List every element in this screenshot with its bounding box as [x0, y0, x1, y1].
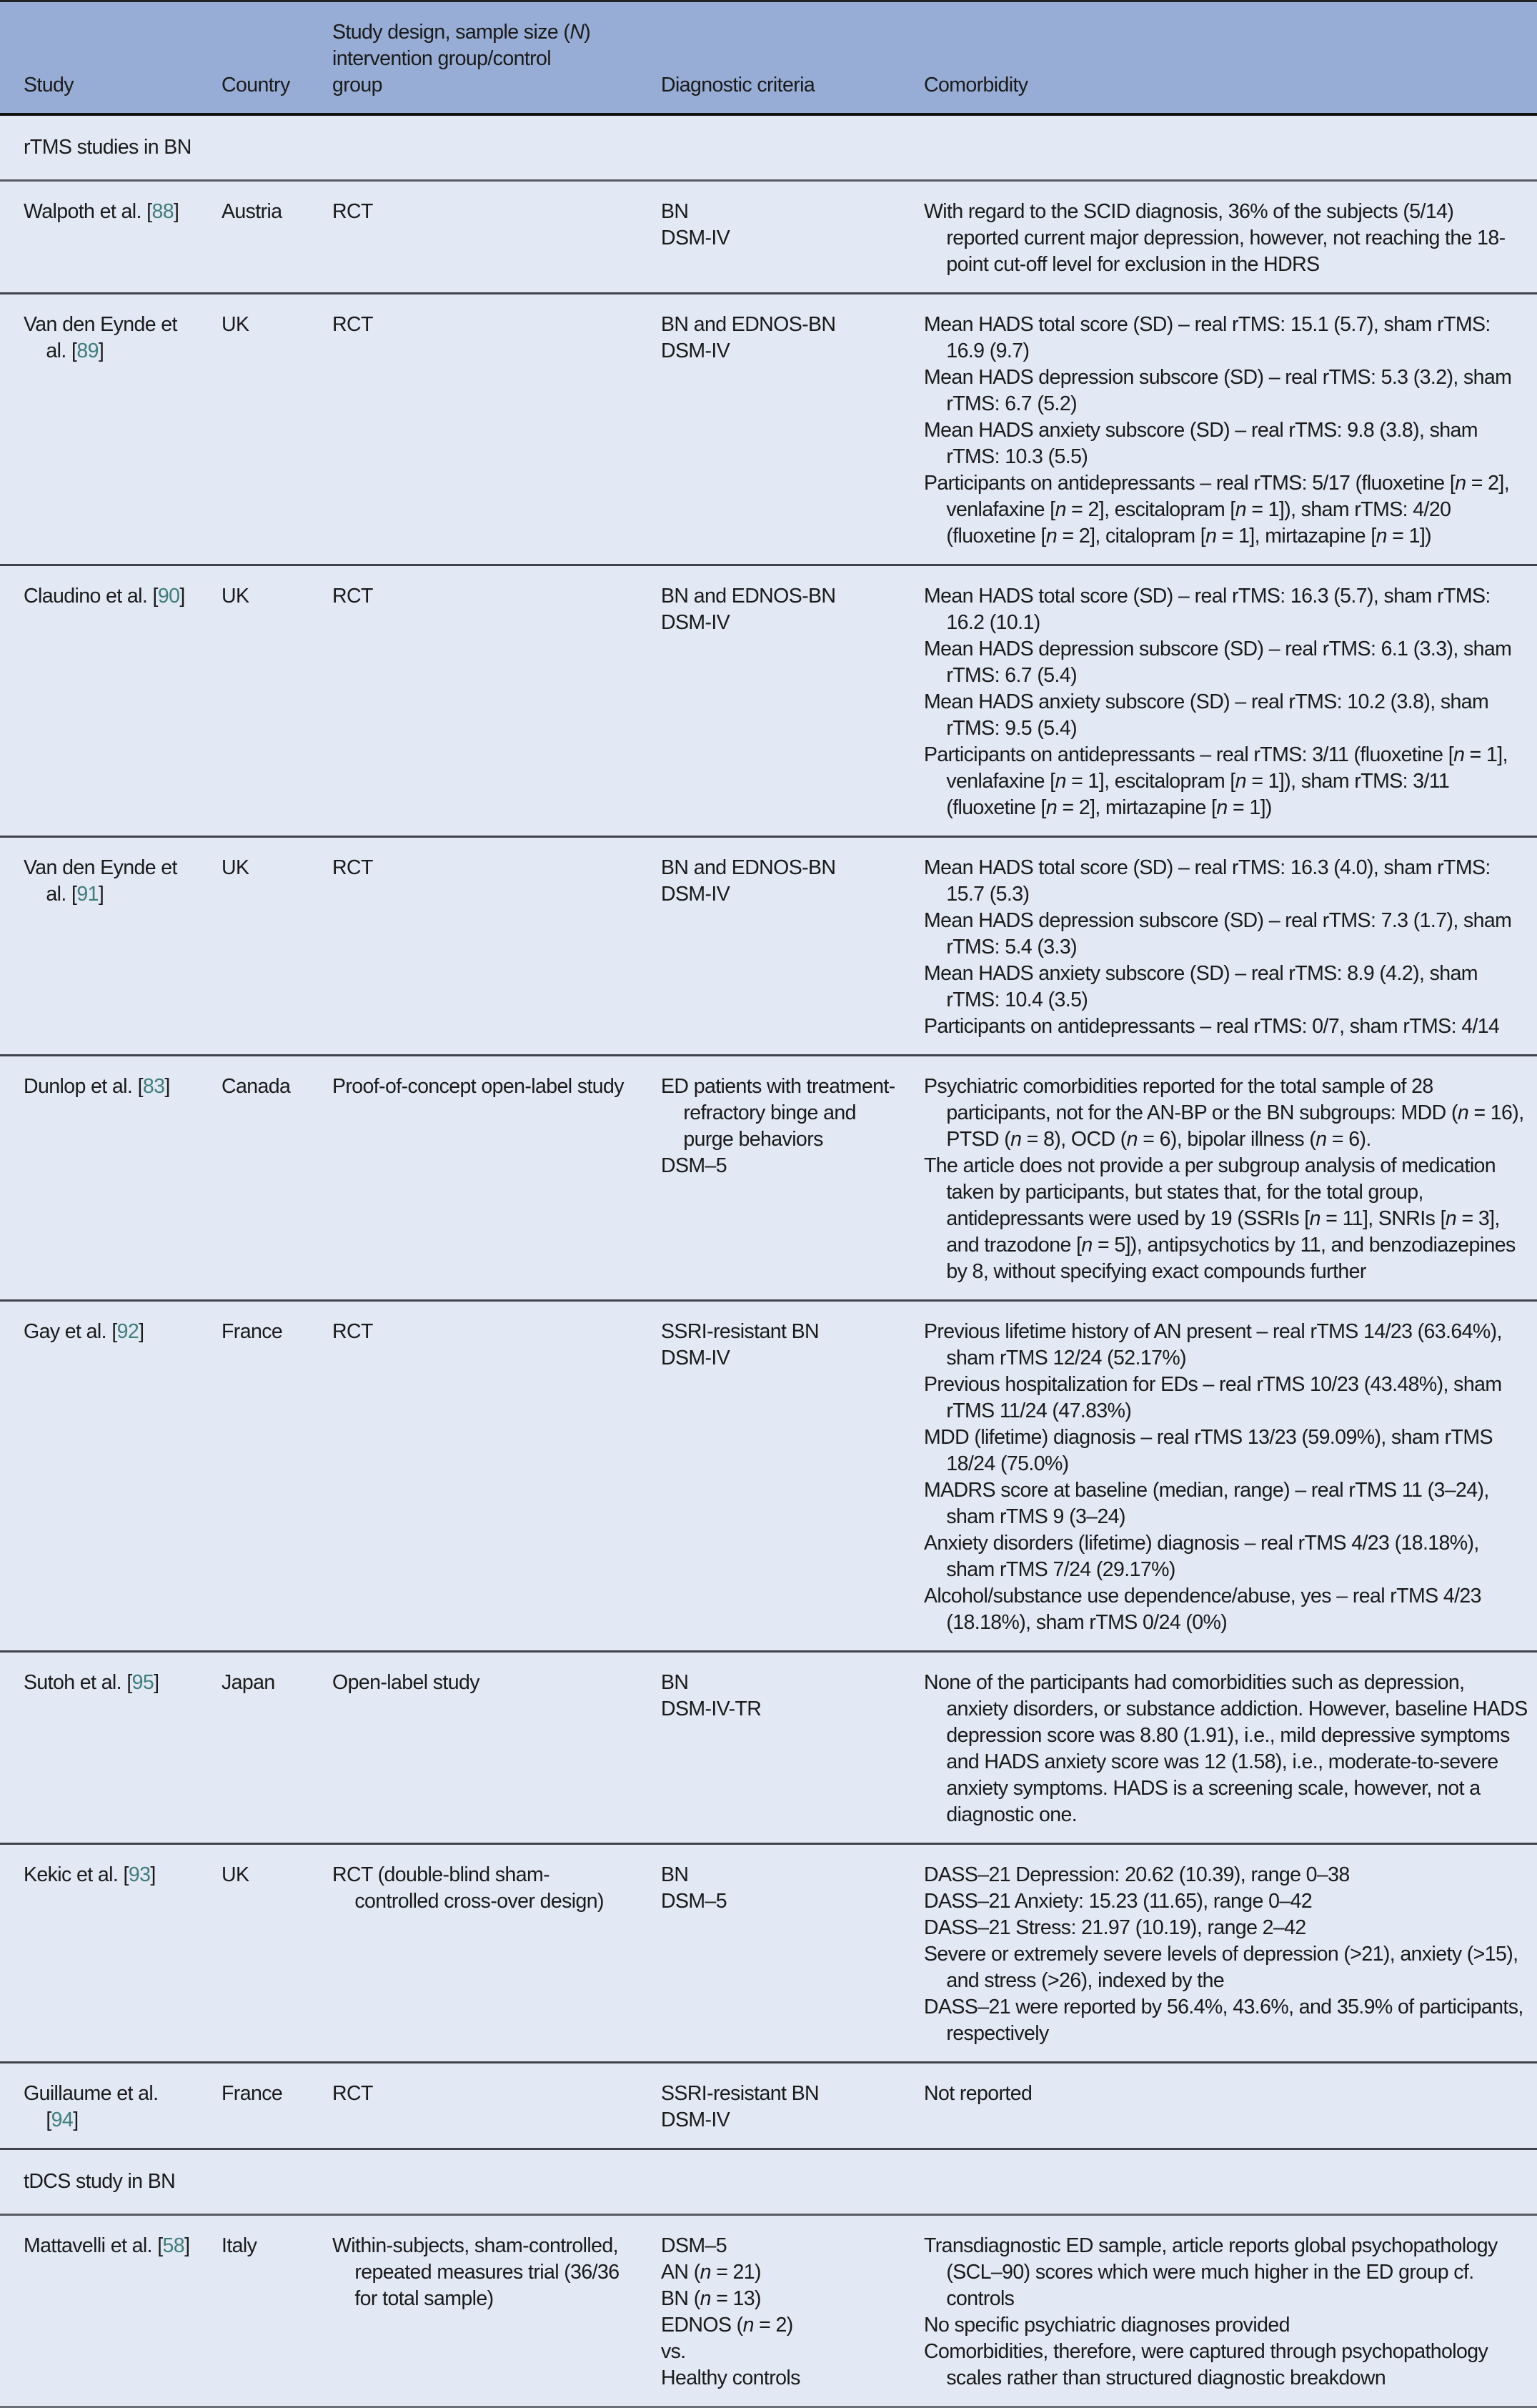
study-name: Van den Eynde et al. — [24, 856, 177, 906]
table-row — [0, 1844, 1537, 2063]
study-name: Mattavelli et al. — [24, 2234, 152, 2257]
criteria-line: DSM-IV — [661, 340, 730, 362]
criteria-line: BN and EDNOS-BN — [661, 313, 836, 336]
design-text: Within-subjects, sham-controlled, repeated measures trial (36/36 for total sample) — [332, 2234, 620, 2310]
comorbidity-cell — [902, 2215, 1537, 2407]
criteria-cell — [640, 294, 902, 565]
reference-link[interactable]: 94 — [51, 2109, 74, 2131]
comorbidity-line: DASS–21 were reported by 56.4%, 43.6%, and 35.9% of participants, respectively — [924, 1996, 1523, 2045]
study-name: Kekic et al. — [24, 1863, 119, 1886]
criteria-line: SSRI-resistant BN — [661, 2082, 820, 2105]
section-label: tDCS study in BN — [0, 2149, 1537, 2215]
criteria-line: DSM-IV-TR — [661, 1698, 762, 1720]
design-cell — [311, 1056, 640, 1301]
study-cell: Gay et al. [92] — [0, 1301, 200, 1652]
comorbidity-line: Psychiatric comorbidities reported for the total sample of 28 participants, not for the AN-BP or the BN subgroups: MDD (n = 16), PTSD (n = 8), OCD (n = 6), bipolar illness (n = 6). — [924, 1075, 1524, 1151]
design-text: Proof-of-concept open-label study — [332, 1075, 624, 1098]
design-cell — [311, 837, 640, 1056]
comorbidity-line: Transdiagnostic ED sample, article reports global psychopathology (SCL–90) scores which were much higher in the ED group cf. controls — [924, 2234, 1498, 2310]
design-text: RCT (double-blind sham-controlled cross-over design) — [332, 1863, 604, 1913]
comorbidity-line: Mean HADS depression subscore (SD) – real rTMS: 6.1 (3.3), sham rTMS: 6.7 (5.4) — [924, 638, 1512, 687]
design-text: RCT — [332, 200, 373, 223]
header-study: Study — [0, 1, 200, 115]
comorbidity-line: With regard to the SCID diagnosis, 36% of the subjects (5/14) reported current major depression, however, not reaching the 18-point cut-off level for exclusion in the HDRS — [924, 200, 1506, 276]
country-cell: UK — [200, 565, 311, 837]
comorbidity-line: The article does not provide a per subgroup analysis of medication taken by participants, but states that, for the total group, antidepressants were used by 19 (SSRIs [n = 11], SNRIs [n = 3], and trazodone [n = 5]), antipsychotics by 11, and benzodiazepines by 8, without specifying exact compounds further — [924, 1154, 1516, 1283]
comorbidity-line: Mean HADS total score (SD) – real rTMS: 15.1 (5.7), sham rTMS: 16.9 (9.7) — [924, 313, 1491, 362]
comorbidity-line: Participants on antidepressants – real rTMS: 3/11 (fluoxetine [n = 1], venlafaxine [n = 1], escitalopram [n = 1]), sham rTMS: 3/11 (fluoxetine [n = 2], mirtazapine [n = 1]) — [924, 743, 1508, 819]
comorbidity-line: Mean HADS anxiety subscore (SD) – real rTMS: 10.2 (3.8), sham rTMS: 9.5 (5.4) — [924, 690, 1489, 740]
comorbidity-line: Previous hospitalization for EDs – real rTMS 10/23 (43.48%), sham rTMS 11/24 (47.83%) — [924, 1373, 1502, 1422]
table-row — [0, 1056, 1537, 1301]
study-cell: Guillaume et al. [94] — [0, 2063, 200, 2149]
comorbidity-line: DASS–21 Depression: 20.62 (10.39), range 0–38 — [924, 1863, 1350, 1886]
comorbidity-cell — [902, 294, 1537, 565]
criteria-line: DSM–5 — [661, 1890, 727, 1913]
comorbidity-line: No specific psychiatric diagnoses provided — [924, 2314, 1290, 2337]
design-cell — [311, 294, 640, 565]
criteria-line: BN and EDNOS-BN — [661, 856, 836, 879]
comorbidity-line: Mean HADS depression subscore (SD) – real rTMS: 5.3 (3.2), sham rTMS: 6.7 (5.2) — [924, 366, 1512, 415]
comorbidity-cell — [902, 1056, 1537, 1301]
header-design: Study design, sample size (N) intervention group/control group — [311, 1, 640, 115]
table-row — [0, 1652, 1537, 1844]
criteria-line: DSM-IV — [661, 2109, 730, 2131]
criteria-line: DSM–5 — [661, 1154, 727, 1177]
comorbidity-line: Mean HADS anxiety subscore (SD) – real rTMS: 9.8 (3.8), sham rTMS: 10.3 (5.5) — [924, 419, 1478, 468]
country-cell: Italy — [200, 2215, 311, 2407]
comorbidity-cell — [902, 2063, 1537, 2149]
design-cell — [311, 181, 640, 294]
header-country: Country — [200, 1, 311, 115]
comorbidity-line: Severe or extremely severe levels of depression (>21), anxiety (>15), and stress (>26), indexed by the — [924, 1943, 1518, 1992]
criteria-cell — [640, 181, 902, 294]
table-row — [0, 837, 1537, 1056]
criteria-cell — [640, 1844, 902, 2063]
criteria-line: DSM–5 — [661, 2234, 727, 2257]
reference-link[interactable]: 90 — [157, 585, 180, 608]
comorbidity-line: DASS–21 Stress: 21.97 (10.19), range 2–42 — [924, 1916, 1306, 1939]
country-cell: Austria — [200, 181, 311, 294]
criteria-line: BN (n = 13) — [661, 2287, 761, 2310]
design-cell — [311, 1844, 640, 2063]
reference-link[interactable]: 93 — [128, 1863, 151, 1886]
criteria-line: EDNOS (n = 2) — [661, 2314, 793, 2337]
comorbidity-line: Mean HADS depression subscore (SD) – real rTMS: 7.3 (1.7), sham rTMS: 5.4 (3.3) — [924, 909, 1512, 958]
design-text: Open-label study — [332, 1671, 479, 1694]
table-row — [0, 2215, 1537, 2407]
country-cell: UK — [200, 294, 311, 565]
design-text: RCT — [332, 2082, 373, 2105]
header-row — [0, 1, 1537, 115]
reference-link[interactable]: 83 — [142, 1075, 165, 1098]
section-row — [0, 114, 1537, 181]
design-cell — [311, 2215, 640, 2407]
criteria-line: BN and EDNOS-BN — [661, 585, 836, 608]
design-cell — [311, 1301, 640, 1652]
comorbidity-line: Participants on antidepressants – real rTMS: 5/17 (fluoxetine [n = 2], venlafaxine [n = 2], escitalopram [n = 1]), sham rTMS: 4/20 (fluoxetine [n = 2], citalopram [n = 1], mirtazapine [n = 1]) — [924, 472, 1510, 548]
criteria-line: BN — [661, 200, 689, 223]
comorbidity-line: Mean HADS total score (SD) – real rTMS: 16.3 (5.7), sham rTMS: 16.2 (10.1) — [924, 585, 1491, 634]
reference-link[interactable]: 92 — [116, 1320, 139, 1343]
study-cell: Van den Eynde et al. [91] — [0, 837, 200, 1056]
comorbidity-line: Anxiety disorders (lifetime) diagnosis – real rTMS 4/23 (18.18%), sham rTMS 7/24 (29.17%) — [924, 1532, 1479, 1581]
criteria-cell — [640, 1056, 902, 1301]
section-label: rTMS studies in BN — [0, 114, 1537, 181]
criteria-line: SSRI-resistant BN — [661, 1320, 820, 1343]
table-row — [0, 565, 1537, 837]
country-cell: UK — [200, 837, 311, 1056]
criteria-line: BN — [661, 1671, 689, 1694]
study-name: Guillaume et al. — [24, 2082, 159, 2105]
design-text: RCT — [332, 1320, 373, 1343]
comorbidity-cell — [902, 565, 1537, 837]
comorbidity-line: DASS–21 Anxiety: 15.23 (11.65), range 0–42 — [924, 1890, 1313, 1913]
study-cell: Mattavelli et al. [58] — [0, 2215, 200, 2407]
comorbidity-cell — [902, 1652, 1537, 1844]
comorbidity-line: Comorbidities, therefore, were captured through psychopathology scales rather than structured diagnostic breakdown — [924, 2340, 1488, 2389]
criteria-line: AN (n = 21) — [661, 2261, 761, 2284]
design-text: RCT — [332, 313, 373, 336]
comorbidity-line: Previous lifetime history of AN present – real rTMS 14/23 (63.64%), sham rTMS 12/24 (52.17%) — [924, 1320, 1502, 1369]
comorbidity-line: MDD (lifetime) diagnosis – real rTMS 13/23 (59.09%), sham rTMS 18/24 (75.0%) — [924, 1426, 1493, 1475]
study-name: Sutoh et al. — [24, 1671, 121, 1694]
criteria-line: DSM-IV — [661, 1347, 730, 1369]
study-cell: Claudino et al. [90] — [0, 565, 200, 837]
criteria-cell — [640, 1301, 902, 1652]
study-cell: Van den Eynde et al. [89] — [0, 294, 200, 565]
comorbidity-line: None of the participants had comorbidities such as depression, anxiety disorders, or substance addiction. However, baseline HADS depression score was 8.80 (1.91), i.e., mild depressive symptoms and HADS anxiety score was 12 (1.58), i.e., moderate-to-severe anxiety symptoms. HADS is a screening scale, however, not a diagnostic one. — [924, 1671, 1528, 1826]
criteria-cell — [640, 2063, 902, 2149]
comorbidity-cell — [902, 1301, 1537, 1652]
comorbidity-line: Participants on antidepressants – real rTMS: 0/7, sham rTMS: 4/14 — [924, 1015, 1500, 1038]
study-name: Walpoth et al. — [24, 200, 141, 223]
table-row — [0, 1301, 1537, 1652]
header-criteria: Diagnostic criteria — [640, 1, 902, 115]
criteria-cell — [640, 837, 902, 1056]
study-name: Gay et al. — [24, 1320, 106, 1343]
table-row — [0, 181, 1537, 294]
design-text: RCT — [332, 585, 373, 608]
criteria-line: ED patients with treatment-refractory binge and purge behaviors — [661, 1075, 895, 1151]
study-name: Dunlop et al. — [24, 1075, 133, 1098]
country-cell: UK — [200, 1844, 311, 2063]
comorbidity-line: Alcohol/substance use dependence/abuse, yes – real rTMS 4/23 (18.18%), sham rTMS 0/24 (0%) — [924, 1585, 1481, 1634]
comorbidity-cell — [902, 1844, 1537, 2063]
comorbidity-line: Mean HADS total score (SD) – real rTMS: 16.3 (4.0), sham rTMS: 15.7 (5.3) — [924, 856, 1491, 906]
header-comorbidity: Comorbidity — [902, 1, 1537, 115]
country-cell: Japan — [200, 1652, 311, 1844]
reference-link[interactable]: 91 — [76, 883, 99, 906]
comorbidity-line: Mean HADS anxiety subscore (SD) – real rTMS: 8.9 (4.2), sham rTMS: 10.4 (3.5) — [924, 962, 1478, 1011]
comorbidity-line: MADRS score at baseline (median, range) – real rTMS 11 (3–24), sham rTMS 9 (3–24) — [924, 1479, 1489, 1528]
study-name: Claudino et al. — [24, 585, 148, 608]
study-cell: Walpoth et al. [88] — [0, 181, 200, 294]
design-cell — [311, 565, 640, 837]
study-cell: Dunlop et al. [83] — [0, 1056, 200, 1301]
comorbidity-cell — [902, 181, 1537, 294]
reference-link[interactable]: 89 — [76, 340, 99, 362]
criteria-line: DSM-IV — [661, 883, 730, 906]
comorbidity-line: Not reported — [924, 2082, 1033, 2105]
criteria-line: DSM-IV — [661, 611, 730, 634]
criteria-cell — [640, 565, 902, 837]
table-row — [0, 294, 1537, 565]
criteria-line: BN — [661, 1863, 689, 1886]
reference-link[interactable]: 95 — [131, 1671, 154, 1694]
design-cell — [311, 2063, 640, 2149]
design-text: RCT — [332, 856, 373, 879]
design-cell — [311, 1652, 640, 1844]
reference-link[interactable]: 58 — [162, 2234, 185, 2257]
table-header — [0, 1, 1537, 115]
country-cell: France — [200, 2063, 311, 2149]
country-cell: France — [200, 1301, 311, 1652]
study-name: Van den Eynde et al. — [24, 313, 177, 362]
reference-link[interactable]: 88 — [151, 200, 174, 223]
table-body — [0, 114, 1537, 2407]
criteria-cell — [640, 2215, 902, 2407]
criteria-line: DSM-IV — [661, 227, 730, 249]
country-cell: Canada — [200, 1056, 311, 1301]
section-row — [0, 2149, 1537, 2215]
comorbidity-cell — [902, 837, 1537, 1056]
criteria-line: Healthy controls — [661, 2367, 800, 2389]
table-row — [0, 2063, 1537, 2149]
criteria-cell — [640, 1652, 902, 1844]
study-cell: Sutoh et al. [95] — [0, 1652, 200, 1844]
study-cell: Kekic et al. [93] — [0, 1844, 200, 2063]
criteria-line: vs. — [661, 2340, 686, 2363]
